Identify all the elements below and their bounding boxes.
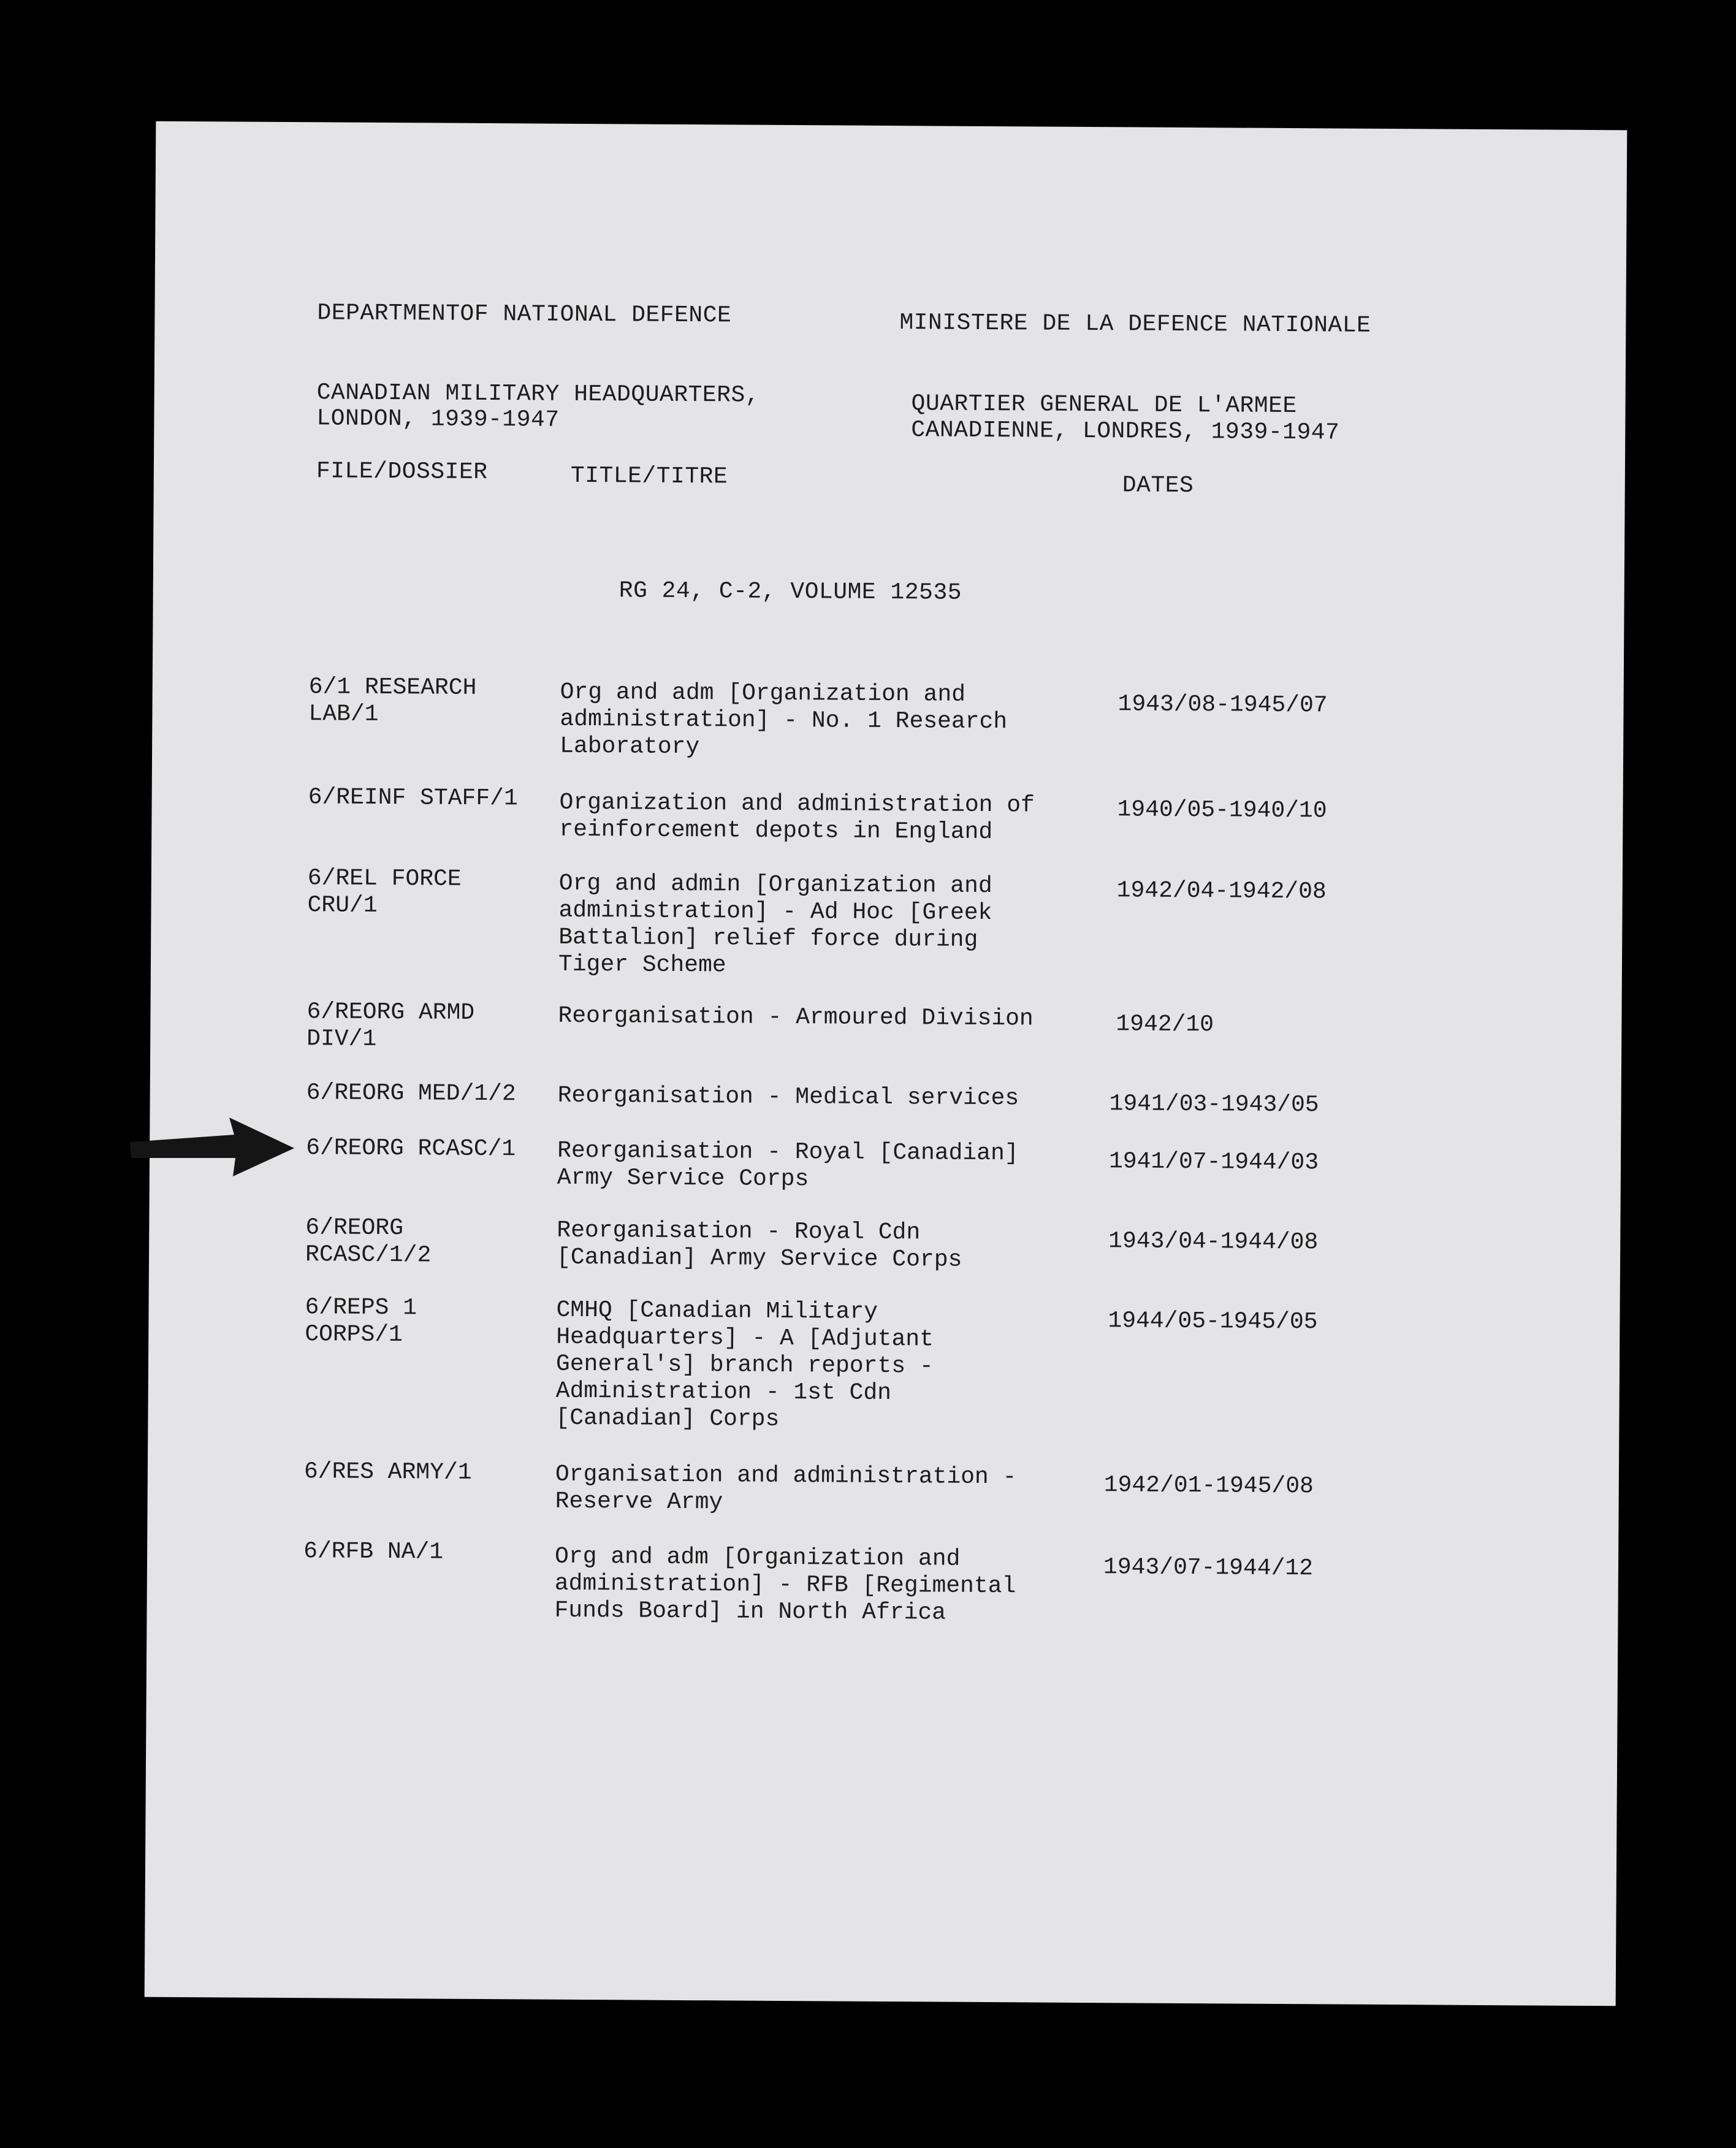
entry-title: Organisation and administration - Reserve Army	[555, 1461, 1017, 1516]
column-header-file: FILE/DOSSIER	[316, 458, 488, 486]
entry-row	[150, 1134, 1621, 1193]
dept-name-en: DEPARTMENTOF NATIONAL DEFENCE	[317, 300, 732, 329]
entry-dates: 1943/04-1944/08	[1108, 1228, 1319, 1256]
entry-title: Org and adm [Organization and administration] - No. 1 Research Laboratory	[560, 679, 1008, 761]
entry-title: Org and adm [Organization and administration] - RFB [Regimental Funds Board] in North Africa	[554, 1543, 1016, 1626]
entry-row	[151, 864, 1623, 979]
entry-row	[148, 1458, 1619, 1516]
entry-title: Organization and administration of reinforcement depots in England	[559, 789, 1035, 846]
entry-row	[150, 1079, 1621, 1119]
dept-name-fr: MINISTERE DE LA DEFENCE NATIONALE	[899, 310, 1371, 339]
volume-reference: RG 24, C-2, VOLUME 12535	[619, 577, 962, 606]
entry-dates: 1942/10	[1116, 1011, 1214, 1038]
entry-title: Org and admin [Organization and administration] - Ad Hoc [Greek Battalion] relief force during Tiger Scheme	[558, 870, 992, 979]
entry-row	[149, 1293, 1620, 1433]
entry-row	[153, 673, 1624, 761]
column-header-title: TITLE/TITRE	[570, 462, 728, 490]
entry-file: 6/REORG ARMD DIV/1	[306, 999, 475, 1053]
entry-dates: 1942/04-1942/08	[1116, 877, 1327, 905]
entry-file: 6/REORG RCASC/1	[306, 1135, 516, 1163]
entry-file: 6/REPS 1 CORPS/1	[305, 1294, 417, 1349]
entry-title: Reorganisation - Armoured Division	[558, 1002, 1034, 1032]
entry-dates: 1941/07-1944/03	[1108, 1148, 1319, 1176]
entry-title: Reorganisation - Medical services	[557, 1082, 1019, 1112]
hq-name-fr-line1: QUARTIER GENERAL DE L'ARMEE	[911, 390, 1297, 420]
entry-row	[149, 1214, 1620, 1273]
entry-file: 6/REL FORCE CRU/1	[307, 865, 462, 919]
entry-file: 6/REORG RCASC/1/2	[305, 1214, 432, 1269]
entry-file: 6/REORG MED/1/2	[306, 1080, 516, 1108]
entry-file: 6/RFB NA/1	[303, 1538, 444, 1566]
entry-dates: 1943/08-1945/07	[1117, 691, 1328, 719]
entry-row	[147, 1537, 1618, 1626]
hq-name-en-line1: CANADIAN MILITARY HEADQUARTERS,	[316, 379, 760, 409]
entry-row	[151, 998, 1622, 1053]
pointing-arrow-icon	[130, 1113, 295, 1180]
entry-title: Reorganisation - Royal [Canadian] Army Service Corps	[557, 1137, 1019, 1193]
entry-file: 6/RES ARMY/1	[303, 1458, 472, 1486]
entry-title: Reorganisation - Royal Cdn [Canadian] Army Service Corps	[556, 1217, 962, 1273]
entry-dates: 1941/03-1943/05	[1109, 1091, 1319, 1119]
hq-name-en-line2: LONDON, 1939-1947	[316, 405, 560, 433]
entry-file: 6/1 RESEARCH LAB/1	[308, 674, 477, 728]
hq-name-fr-line2: CANADIENNE, LONDRES, 1939-1947	[911, 417, 1340, 446]
entry-row	[152, 783, 1623, 846]
entry-title: CMHQ [Canadian Military Headquarters] - A [Adjutant General's] branch reports - Administration - 1st Cdn [Canadian] Corps	[555, 1297, 934, 1433]
entry-dates: 1942/01-1945/08	[1103, 1472, 1314, 1500]
entry-file: 6/REINF STAFF/1	[308, 784, 518, 812]
entry-dates: 1944/05-1945/05	[1108, 1308, 1318, 1336]
column-header-dates: DATES	[1122, 472, 1194, 500]
document-page	[145, 121, 1628, 2006]
entry-dates: 1940/05-1940/10	[1117, 796, 1327, 825]
entry-dates: 1943/07-1944/12	[1103, 1554, 1314, 1582]
